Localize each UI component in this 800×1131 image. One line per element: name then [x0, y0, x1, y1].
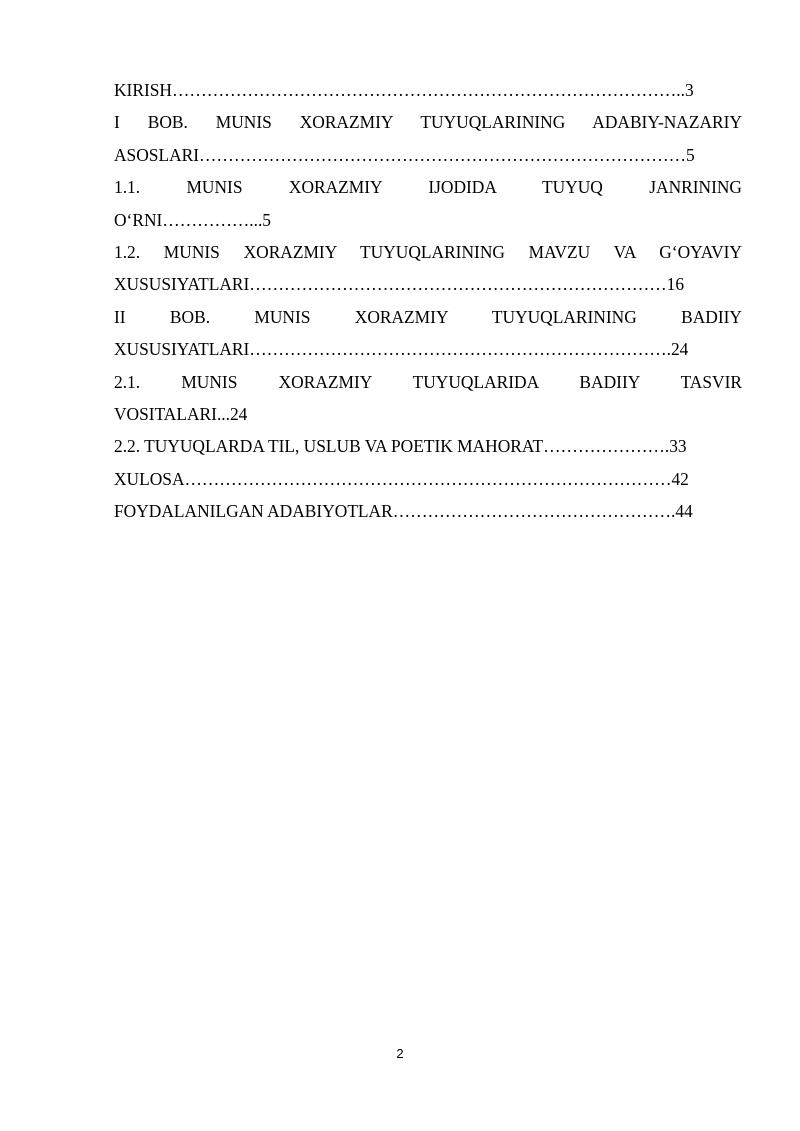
- toc-line-section-1-1-cont: O‘RNI……………...5: [114, 209, 271, 230]
- toc-line-section-1-1: 1.1. MUNIS XORAZMIY IJODIDA TUYUQ JANRINING: [114, 177, 742, 198]
- toc-line-chapter-2-title: II BOB. MUNIS XORAZMIY TUYUQLARINING BADIIY: [114, 306, 742, 327]
- toc-line-chapter-1-title-cont: ASOSLARI…………………………………………………………………………5: [114, 144, 695, 165]
- toc-line-chapter-2-title-cont: XUSUSIYATLARI……………………………………………………………….24: [114, 339, 689, 360]
- toc-line-section-2-1-cont: VOSITALARI...24: [114, 403, 248, 424]
- toc-line-section-1-2: 1.2. MUNIS XORAZMIY TUYUQLARINING MAVZU VA G‘OYAVIY: [114, 241, 742, 262]
- toc-line-bibliography: FOYDALANILGAN ADABIYOTLAR………………………………………….44: [114, 501, 693, 522]
- toc-line-xulosa: XULOSA…………………………………………………………………………42: [114, 468, 689, 489]
- toc-line-section-1-2-cont: XUSUSIYATLARI………………………………………………………………16: [114, 274, 685, 295]
- toc-line-section-2-2: 2.2. TUYUQLARDA TIL, USLUB VA POETIK MAHORAT………………….33: [114, 436, 687, 457]
- page-number: 2: [396, 1046, 404, 1061]
- toc-line-chapter-1-title: I BOB. MUNIS XORAZMIY TUYUQLARINING ADABIY-NAZARIY: [114, 112, 742, 133]
- toc-line-section-2-1: 2.1. MUNIS XORAZMIY TUYUQLARIDA BADIIY TASVIR: [114, 371, 742, 392]
- table-of-contents: [114, 74, 742, 527]
- toc-line-kirish: KIRISH……………………………………………………………………………..3: [114, 80, 694, 100]
